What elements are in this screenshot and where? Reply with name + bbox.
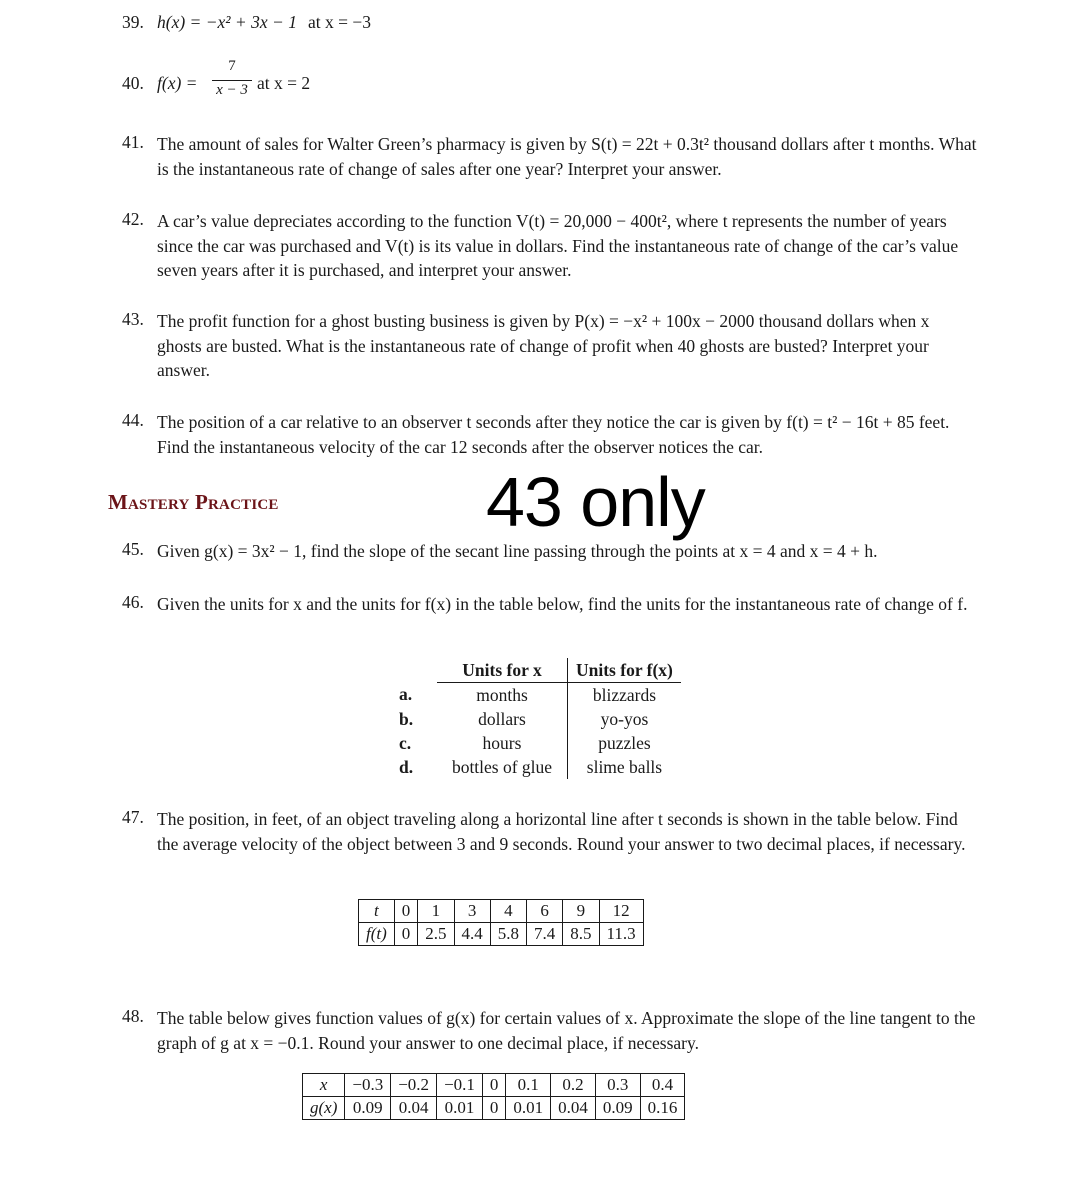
row-label: c. — [399, 732, 412, 753]
problem-47-number: 47. — [122, 807, 144, 827]
table-cell: 0.1 — [506, 1074, 551, 1097]
problem-48-text: The table below gives function values of g(x) for certain values of x. Approximate the slope of the line tangent to the graph of g at x = −0.1. Round your answer to one decimal place, if necessary. — [157, 1008, 976, 1053]
table-cell: 0.2 — [551, 1074, 596, 1097]
table-cell: 0.09 — [595, 1097, 640, 1120]
table-cell: 0 — [482, 1074, 506, 1097]
table-row — [303, 1097, 685, 1120]
problem-39-function: h(x) = −x² + 3x − 1 — [157, 12, 297, 32]
table-cell: 6 — [527, 900, 563, 923]
table-cell: 12 — [599, 900, 643, 923]
table-cell: −0.3 — [345, 1074, 391, 1097]
table-cell: 0 — [394, 923, 418, 946]
table-cell: f(t) — [359, 923, 395, 946]
table-row — [359, 900, 644, 923]
table-cell: −0.2 — [391, 1074, 437, 1097]
units-table — [387, 658, 681, 779]
units-fx-header: Units for f(x) — [568, 658, 681, 683]
table-row — [359, 923, 644, 946]
problem-43-text: The profit function for a ghost busting business is given by P(x) = −x² + 100x − 2000 thousand dollars when x ghosts are busted. What is the instantaneous rate of change of profit when 40 ghosts are busted? Interpret your answer. — [157, 311, 930, 380]
overlay-annotation: 43 only — [486, 463, 705, 541]
problem-43-number: 43. — [122, 309, 144, 329]
problem-44-number: 44. — [122, 410, 144, 430]
units-fx-cell: slime balls — [586, 756, 663, 777]
table-cell: 0.4 — [640, 1074, 685, 1097]
units-x-cell: months — [437, 683, 568, 708]
problem-40-numerator: 7 — [228, 58, 236, 74]
problem-40-lhs: f(x) = — [157, 73, 198, 93]
row-label: d. — [399, 756, 414, 777]
position-table — [358, 899, 644, 946]
table-cell: 9 — [563, 900, 599, 923]
problem-41-text: The amount of sales for Walter Green’s pharmacy is given by S(t) = 22t + 0.3t² thousand dollars after t months. What is the instantaneous rate of change of sales after one year? Interpret your answer. — [157, 134, 977, 179]
row-label: a. — [399, 684, 413, 705]
problem-48-number: 48. — [122, 1006, 144, 1026]
table-cell: 0.01 — [506, 1097, 551, 1120]
table-cell: 1 — [418, 900, 454, 923]
table-cell: 0.3 — [595, 1074, 640, 1097]
units-fx-cell: blizzards — [592, 684, 657, 705]
table-cell: t — [359, 900, 395, 923]
table-cell: 3 — [454, 900, 490, 923]
row-label: b. — [399, 708, 414, 729]
problem-40-point: at x = 2 — [257, 73, 311, 93]
table-cell: 0.01 — [437, 1097, 483, 1120]
problem-46-text: Given the units for x and the units for f(x) in the table below, find the units for the instantaneous rate of change of f. — [157, 594, 968, 614]
problem-42-number: 42. — [122, 209, 144, 229]
table-cell: x — [303, 1074, 345, 1097]
table-row — [387, 683, 681, 708]
units-fx-cell: yo-yos — [600, 708, 649, 729]
table-cell: 0.09 — [345, 1097, 391, 1120]
table-cell: 0 — [482, 1097, 506, 1120]
g-values-table — [302, 1073, 685, 1120]
problem-41-number: 41. — [122, 132, 144, 152]
table-cell: 2.5 — [418, 923, 454, 946]
table-row — [387, 755, 681, 779]
table-cell: 0.04 — [391, 1097, 437, 1120]
problem-39-point: at x = −3 — [308, 12, 371, 32]
table-cell: 5.8 — [490, 923, 526, 946]
problem-44-text: The position of a car relative to an observer t seconds after they notice the car is given by f(t) = t² − 16t + 85 feet. Find the instantaneous velocity of the car 12 seconds after the observer notices the car. — [157, 412, 950, 457]
table-cell: 0.04 — [551, 1097, 596, 1120]
units-x-cell: bottles of glue — [437, 755, 568, 779]
problem-42-text: A car’s value depreciates according to the function V(t) = 20,000 − 400t², where t represents the number of years since the car was purchased and V(t) is its value in dollars. Find the instantaneous rate of change of the car’s value seven years after it is purchased, and interpret your answer. — [157, 211, 959, 280]
table-row — [387, 731, 681, 755]
table-cell: 4.4 — [454, 923, 490, 946]
table-cell: 0 — [394, 900, 418, 923]
section-title: Mastery Practice — [108, 490, 279, 514]
problem-46-number: 46. — [122, 592, 144, 612]
units-fx-cell: puzzles — [598, 732, 651, 753]
table-cell: 7.4 — [527, 923, 563, 946]
table-row — [303, 1074, 685, 1097]
table-cell: g(x) — [303, 1097, 345, 1120]
problem-39-number: 39. — [122, 12, 144, 32]
table-cell: 8.5 — [563, 923, 599, 946]
problem-47-text: The position, in feet, of an object traveling along a horizontal line after t seconds is shown in the table below. Find the average velocity of the object between 3 and 9 seconds. Round your answer to two decimal places, if necessary. — [157, 809, 966, 854]
problem-40-denominator: x − 3 — [216, 82, 248, 98]
fraction-bar — [212, 80, 252, 81]
units-x-cell: dollars — [437, 707, 568, 731]
table-cell: 11.3 — [599, 923, 643, 946]
table-cell: 4 — [490, 900, 526, 923]
table-cell: −0.1 — [437, 1074, 483, 1097]
problem-45-number: 45. — [122, 539, 144, 559]
units-x-header: Units for x — [437, 658, 568, 683]
units-x-cell: hours — [437, 731, 568, 755]
problem-40-number: 40. — [122, 73, 144, 93]
table-cell: 0.16 — [640, 1097, 685, 1120]
table-row — [387, 707, 681, 731]
problem-45-text: Given g(x) = 3x² − 1, find the slope of the secant line passing through the points at x = 4 and x = 4 + h. — [157, 541, 878, 561]
